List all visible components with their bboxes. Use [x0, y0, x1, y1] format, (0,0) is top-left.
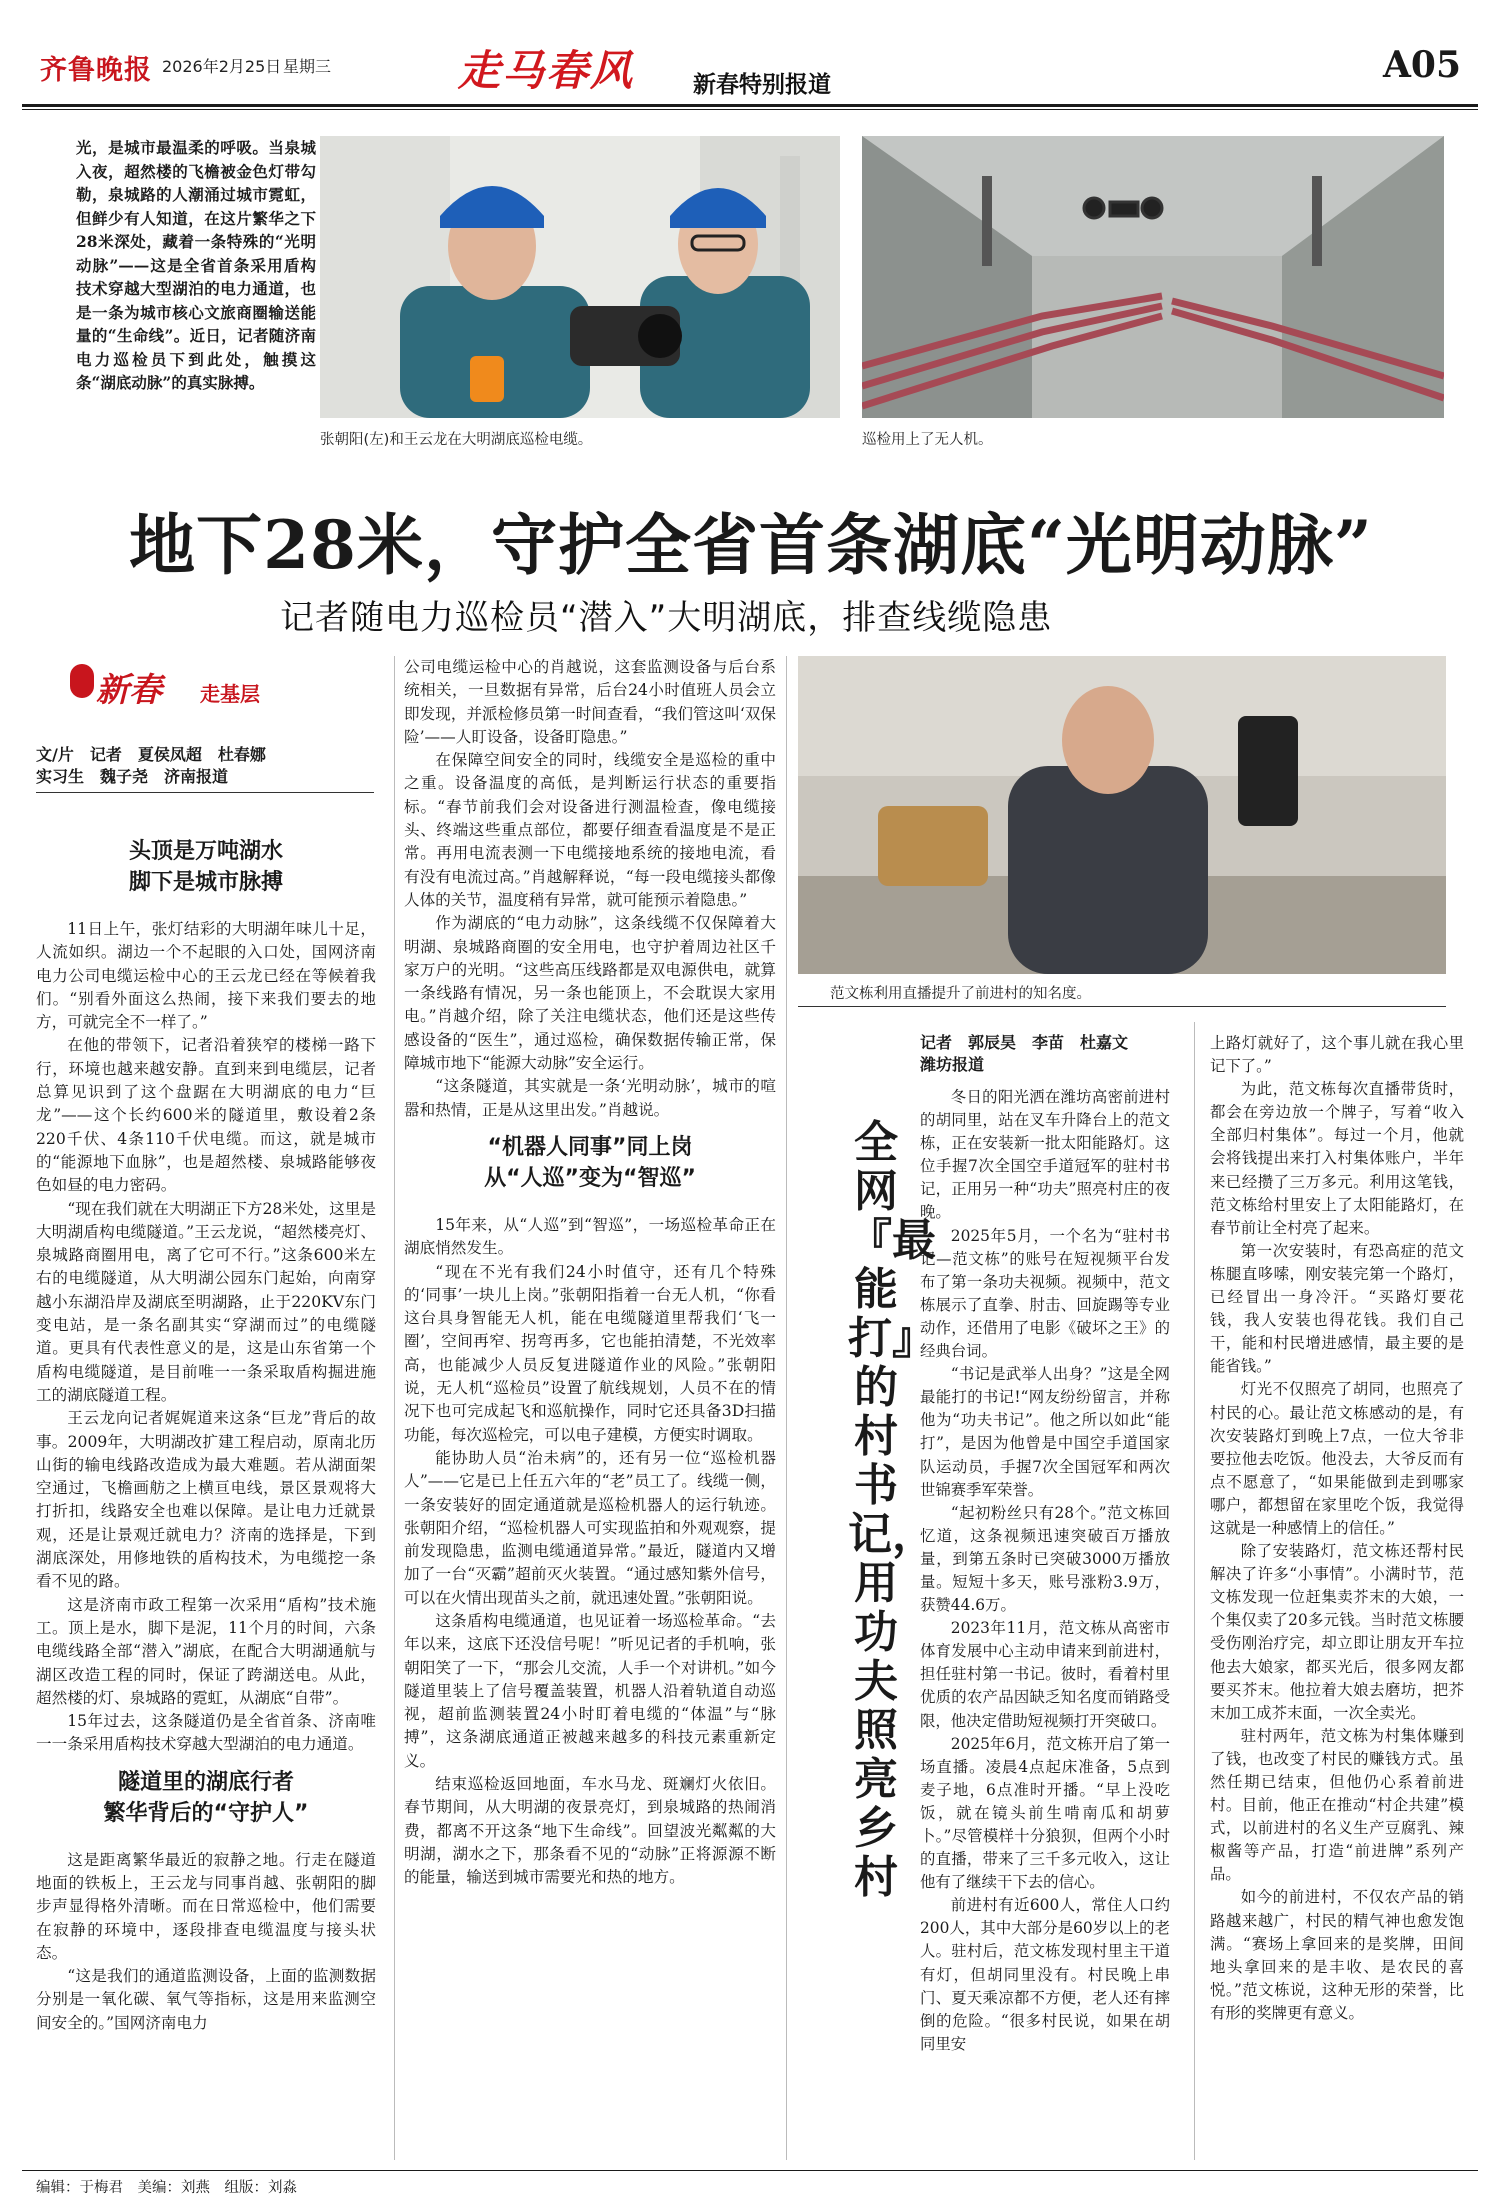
story2-vertical-headline: 全网『最能打』的村书记，用功夫照亮乡村: [848, 1117, 936, 1903]
photo-livestream-caption: 范文栋利用直播提升了前进村的知名度。: [830, 986, 1091, 1002]
section-heading-2: [404, 1132, 776, 1194]
photo-inspectors: [320, 136, 840, 418]
paragraph: 在保障空间安全的同时，线缆安全是巡检的重中之重。设备温度的高低，是判断运行状态的重要指标。“春节前我们会对设备进行测温检查，像电缆接头、终端这些重点部位，都要仔细查看温度是不是正常。再用电流表测一下电缆接地系统的接地电流，看有没有电流过高。”肖越解释说，“每一段电缆接头都像人体的关节，温度稍有异常，就可能预示着隐患。”: [404, 751, 776, 909]
paragraph: 15年过去，这条隧道仍是全省首条、济南唯一一条采用盾构技术穿越大型湖泊的电力通道。: [36, 1712, 376, 1754]
paragraph: 2025年5月，一个名为“驻村书记—范文栋”的账号在短视频平台发布了第一条功夫视频。视频中，范文栋展示了直拳、肘击、回旋踢等专业动作，还借用了电影《破坏之王》的经典台词。: [920, 1226, 1170, 1361]
section-heading-line: “机器人同事”同上岗: [487, 1134, 693, 1160]
paragraph: “这条隧道，其实就是一条‘光明动脉’，城市的喧嚣和热情，正是从这里出发。”肖越说。: [404, 1077, 776, 1119]
main-subheadline: 记者随电力巡检员“潜入”大明湖底，排查线缆隐患: [280, 598, 1053, 638]
story1-byline: [36, 744, 368, 788]
section-theme-subtitle: 新春特别报道: [693, 72, 831, 98]
story2-column-2: [1210, 1032, 1464, 2025]
column-divider: [1194, 1022, 1195, 2160]
paragraph: 上路灯就好了，这个事儿就在我心里记下了。”: [1210, 1034, 1464, 1076]
section-heading-line: 从“人巡”变为“智巡”: [484, 1165, 696, 1191]
paragraph: 11日上午，张灯结彩的大明湖年味儿十足，人流如织。湖边一个不起眼的入口处，国网济南电力公司电缆运检中心的王云龙已经在等候着我们。“别看外面这么热闹，接下来我们要去的地方，可就完全不一样了。”: [36, 920, 376, 1032]
column-divider: [786, 656, 787, 2160]
paragraph: 如今的前进村，不仅农产品的销路越来越广，村民的精气神也愈发饱满。“赛场上拿回来的是奖牌，田间地头拿回来的是丰收、是农民的喜悦。”范文栋说，这种无形的荣誉，比有形的奖牌更有意义。: [1210, 1888, 1464, 2022]
column-badge: 新春: [96, 670, 162, 709]
main-headline: 地下28米，守护全省首条湖底“光明动脉”: [129, 506, 1373, 584]
section-heading-line: 隧道里的湖底行者: [117, 1769, 294, 1795]
masthead-divider: [22, 104, 1478, 107]
paragraph: “现在我们就在大明湖正下方28米处，这里是大明湖盾构电缆隧道。”王云龙说，“超然楼亮灯、泉城路商圈用电，离了它可不行。”这条600米左右的电缆隧道，从大明湖公园东门起始，向南穿越小东湖沿岸及湖底至明湖路，止于220KV东门变电站，是一条名副其实“穿湖而过”的电缆隧道。更具有代表性意义的是，这是山东省第一个盾构电缆隧道，是目前唯一一条采取盾构掘进施工的湖底隧道工程。: [36, 1199, 376, 1404]
newspaper-logo: 齐鲁晚报: [40, 55, 152, 86]
byline-line: 实习生 魏子尧 济南报道: [36, 767, 229, 786]
byline-line: 潍坊报道: [920, 1055, 985, 1074]
photo-livestream: [798, 656, 1446, 974]
paragraph: 为此，范文栋每次直播带货时，都会在旁边放一个牌子，写着“收入全部归村集体”。每过一个月，他就会将钱提出来打入村集体账户，半年来已经攒了三万多元。利用这笔钱，范文栋给村里安上了太阳能路灯，在春节前让全村亮了起来。: [1210, 1080, 1464, 1237]
column-badge-sub: 走基层: [200, 682, 260, 706]
paragraph: 在他的带领下，记者沿着狭窄的楼梯一路下行，环境也越来越安静。直到来到电缆层，记者总算见识到了这个盘踞在大明湖底的电力“巨龙”——这个长约600米的隧道里，敷设着2条220千伏、4条110千伏电缆。而这，就是城市的“能源地下血脉”，也是超然楼、泉城路能够夜色如昼的电力密码。: [36, 1036, 376, 1195]
paragraph: 灯光不仅照亮了胡同，也照亮了村民的心。最让范文栋感动的是，有次安装路灯到晚上7点，一位大爷非要拉他去吃饭。他没去，大爷反而有点不愿意了，“如果能做到走到哪家哪户，都想留在家里吃个饭，我觉得这就是一种感情上的信任。”: [1210, 1380, 1464, 1537]
byline-divider: [36, 792, 374, 793]
paragraph: 这是济南市政工程第一次采用“盾构”技术施工。顶上是水，脚下是泥，11个月的时间，六条电缆线路全部“潜入”湖底，在配合大明湖通航与湖区改造工程的同时，保证了跨湖送电。从此，超然楼的灯、泉城路的霓虹，从湖底“自带”。: [36, 1595, 376, 1707]
column-divider: [394, 656, 395, 2160]
footer-divider: [22, 2170, 1478, 2171]
paragraph: 作为湖底的“电力动脉”，这条线缆不仅保障着大明湖、泉城路商圈的安全用电，也守护着周边社区千家万户的光明。“这些高压线路都是双电源供电，就算一条线路有情况，另一条也能顶上，不会耽误大家用电。”肖越介绍，除了关注电缆状态，他们还是这些传感设备的“医生”，通过巡检，确保数据传输正常，保障城市地下“能源大动脉”安全运行。: [404, 914, 776, 1073]
paragraph: 2023年11月，范文栋从高密市体育发展中心主动申请来到前进村，担任驻村第一书记。彼时，看着村里优质的农产品因缺乏知名度而销路受限，他决定借助短视频打开突破口。: [920, 1619, 1170, 1730]
story2-column-1: [920, 1086, 1170, 2056]
section-theme-logo: 走马春风: [458, 46, 635, 95]
section-heading-line: 脚下是城市脉搏: [128, 870, 283, 895]
paragraph: 王云龙向记者娓娓道来这条“巨龙”背后的故事。2009年，大明湖改扩建工程启动，原南北历山街的输电线路改造成为最大难题。若从湖面架空通过，飞檐画舫之上横亘电线，景区景观将大打折扣，线路安全也难以保障。是让电力迁就景观，还是让景观迁就电力？济南的选择是，下到湖底深处，用修地铁的盾构技术，为电缆挖一条看不见的路。: [36, 1409, 376, 1591]
paragraph: “起初粉丝只有28个。”范文栋回忆道，这条视频迅速突破百万播放量，到第五条时已突破3000万播放量。短短十多天，账号涨粉3.9万，获赞44.6万。: [920, 1503, 1170, 1615]
issue-date: 2026年2月25日: [162, 57, 282, 76]
page-footer-credits: 编辑：于梅君 美编：刘燕 组版：刘淼: [36, 2180, 297, 2196]
page-number: A05: [1383, 44, 1462, 86]
byline-line: 文/片 记者 夏侯凤超 杜春娜: [36, 745, 266, 764]
paragraph: 能协助人员“治未病”的，还有另一位“巡检机器人”——它是已上任五六年的“老”员工了。线缆一侧，一条安装好的固定通道就是巡检机器人的运行轨迹。张朝阳介绍，“巡检机器人可实现监拍和外观观察，提前发现隐患，监测电缆通道异常。”最近，隧道内又增加了一台“灭霸”超前灭火装置。“通过感知紫外信号，可以在火情出现苗头之前，就迅速处置。”张朝阳说。: [404, 1448, 776, 1607]
paragraph: 2025年6月，范文栋开启了第一场直播。凌晨4点起床准备，5点到麦子地，6点准时开播。“早上没吃饭，就在镜头前生啃南瓜和胡萝卜。”尽管模样十分狼狈，但两个小时的直播，带来了三千多元收入，这让他有了继续干下去的信心。: [920, 1734, 1170, 1892]
story2-divider: [798, 1006, 1446, 1007]
paragraph: 15年来，从“人巡”到“智巡”，一场巡检革命正在湖底悄然发生。: [404, 1215, 776, 1258]
intro-lead: 光，是城市最温柔的呼吸。当泉城入夜，超然楼的飞檐被金色灯带勾勒，泉城路的人潮涌过城市霓虹，但鲜少有人知道，在这片繁华之下28米深处，藏着一条特殊的“光明动脉”——这是全省首条采用盾构技术穿越大型湖泊的电力通道，也是一条为城市核心文旅商圈输送能量的“生命线”。近日，记者随济南电力巡检员下到此处，触摸这条“湖底动脉”的真实脉搏。: [76, 138, 316, 392]
paragraph: 除了安装路灯，范文栋还帮村民解决了许多“小事情”。小满时节，范文栋发现一位赶集卖芥末的大娘，一个集仅卖了20多元钱。当时范文栋腰受伤刚治疗完，却立即让朋友开车拉他去大娘家，都买光后，很多网友都要买芥末。他拉着大娘去磨坊，把芥末加工成芥末面，一次全卖光。: [1210, 1542, 1464, 1722]
section-heading-line: 头顶是万吨湖水: [128, 839, 283, 864]
story2-byline: [920, 1032, 1170, 1076]
paragraph: 前进村有近600人，常住人口约200人，其中大部分是60岁以上的老人。驻村后，范文栋发现村里主干道有灯，但胡同里没有。村民晚上串门、夏天乘凉都不方便，老人还有摔倒的危险。“很多村民说，如果在胡同里安: [920, 1896, 1170, 2053]
photo-inspectors-caption: 张朝阳(左)和王云龙在大明湖底巡检电缆。: [320, 432, 593, 448]
paragraph: 结束巡检返回地面，车水马龙、斑斓灯火依旧。春节期间，从大明湖的夜景亮灯，到泉城路的热闹消费，都离不开这条“地下生命线”。回望波光粼粼的大明湖，湖水之下，那条看不见的“动脉”正将源源不断的能量，输送到城市需要光和热的地方。: [404, 1775, 776, 1887]
story1-column-2: [404, 656, 776, 1890]
paragraph: 这是距离繁华最近的寂静之地。行走在隧道地面的铁板上，王云龙与同事肖越、张朝阳的脚步声显得格外清晰。而在日常巡检中，他们需要在寂静的环境中，逐段排查电缆温度与接头状态。: [36, 1850, 376, 1962]
paragraph: 公司电缆运检中心的肖越说，这套监测设备与后台系统相关，一旦数据有异常，后台24小时值班人员会立即发现，并派检修员第一时间查看，“我们管这叫‘双保险’——人盯设备，设备盯隐患。”: [404, 658, 776, 746]
photo-tunnel-drone-caption: 巡检用上了无人机。: [862, 432, 993, 448]
story1-column-1: [36, 836, 376, 2035]
section-heading-3: [36, 1767, 376, 1829]
photo-tunnel-drone: [862, 136, 1444, 418]
paragraph: 这条盾构电缆通道，也见证着一场巡检革命。“去年以来，这底下还没信号呢！”听见记者的手机响，张朝阳笑了一下，“那会儿交流，人手一个对讲机。”如今隧道里装上了信号覆盖装置，机器人沿着轨道自动巡视，超前监测装置24小时盯着电缆的“体温”与“脉搏”，这条湖底通道正被越来越多的科技元素重新定义。: [404, 1611, 776, 1770]
paragraph: 冬日的阳光洒在潍坊高密前进村的胡同里，站在叉车升降台上的范文栋，正在安装新一批太阳能路灯。这位手握7次全国空手道冠军的驻村书记，正用另一种“功夫”照亮村庄的夜晚。: [920, 1088, 1170, 1222]
masthead-divider-thin: [22, 109, 1478, 110]
paragraph: 驻村两年，范文栋为村集体赚到了钱，也改变了村民的赚钱方式。虽然任期已结束，但他仍心系着前进村。目前，他正在推动“村企共建”模式，以前进村的名义生产豆腐乳、辣椒酱等产品，打造“前进牌”系列产品。: [1210, 1726, 1464, 1884]
paragraph: “现在不光有我们24小时值守，还有几个特殊的‘同事’一块儿上岗。”张朝阳指着一台无人机，“你看这台具身智能无人机，能在电缆隧道里帮我们‘飞一圈’，空间再窄、拐弯再多，它也能拍清楚，不光效率高，也能减少人员反复进隧道作业的风险。”张朝阳说，无人机“巡检员”设置了航线规划，人员不在的情况下也可完成起飞和巡航操作，同时它还具备3D扫描功能，每次巡检完，可以电子建模，方便实时调取。: [404, 1262, 776, 1444]
issue-weekday: 星期三: [283, 57, 332, 76]
byline-line: 记者 郭辰昊 李苗 杜嘉文: [920, 1033, 1129, 1052]
paragraph: 第一次安装时，有恐高症的范文栋腿直哆嗦，刚安装完第一个路灯，已经冒出一身冷汗。“买路灯要花钱，我人安装也得花钱。我们自己干，能和村民增进感情，最主要的是能省钱。”: [1210, 1241, 1464, 1376]
section-heading-line: 繁华背后的“守护人”: [103, 1800, 309, 1826]
lantern-icon: [70, 664, 94, 698]
paragraph: “书记是武举人出身？”这是全网最能打的书记!“网友纷纷留言，并称他为“功夫书记”。他之所以如此“能打”，是因为他曾是中国空手道国家队运动员，手握7次全国冠军和两次世锦赛季军荣誉。: [920, 1365, 1170, 1499]
section-heading-1: [36, 836, 376, 898]
paragraph: “这是我们的通道监测设备，上面的监测数据分别是一氧化碳、氧气等指标，这是用来监测空间安全的。”国网济南电力: [36, 1967, 376, 2032]
